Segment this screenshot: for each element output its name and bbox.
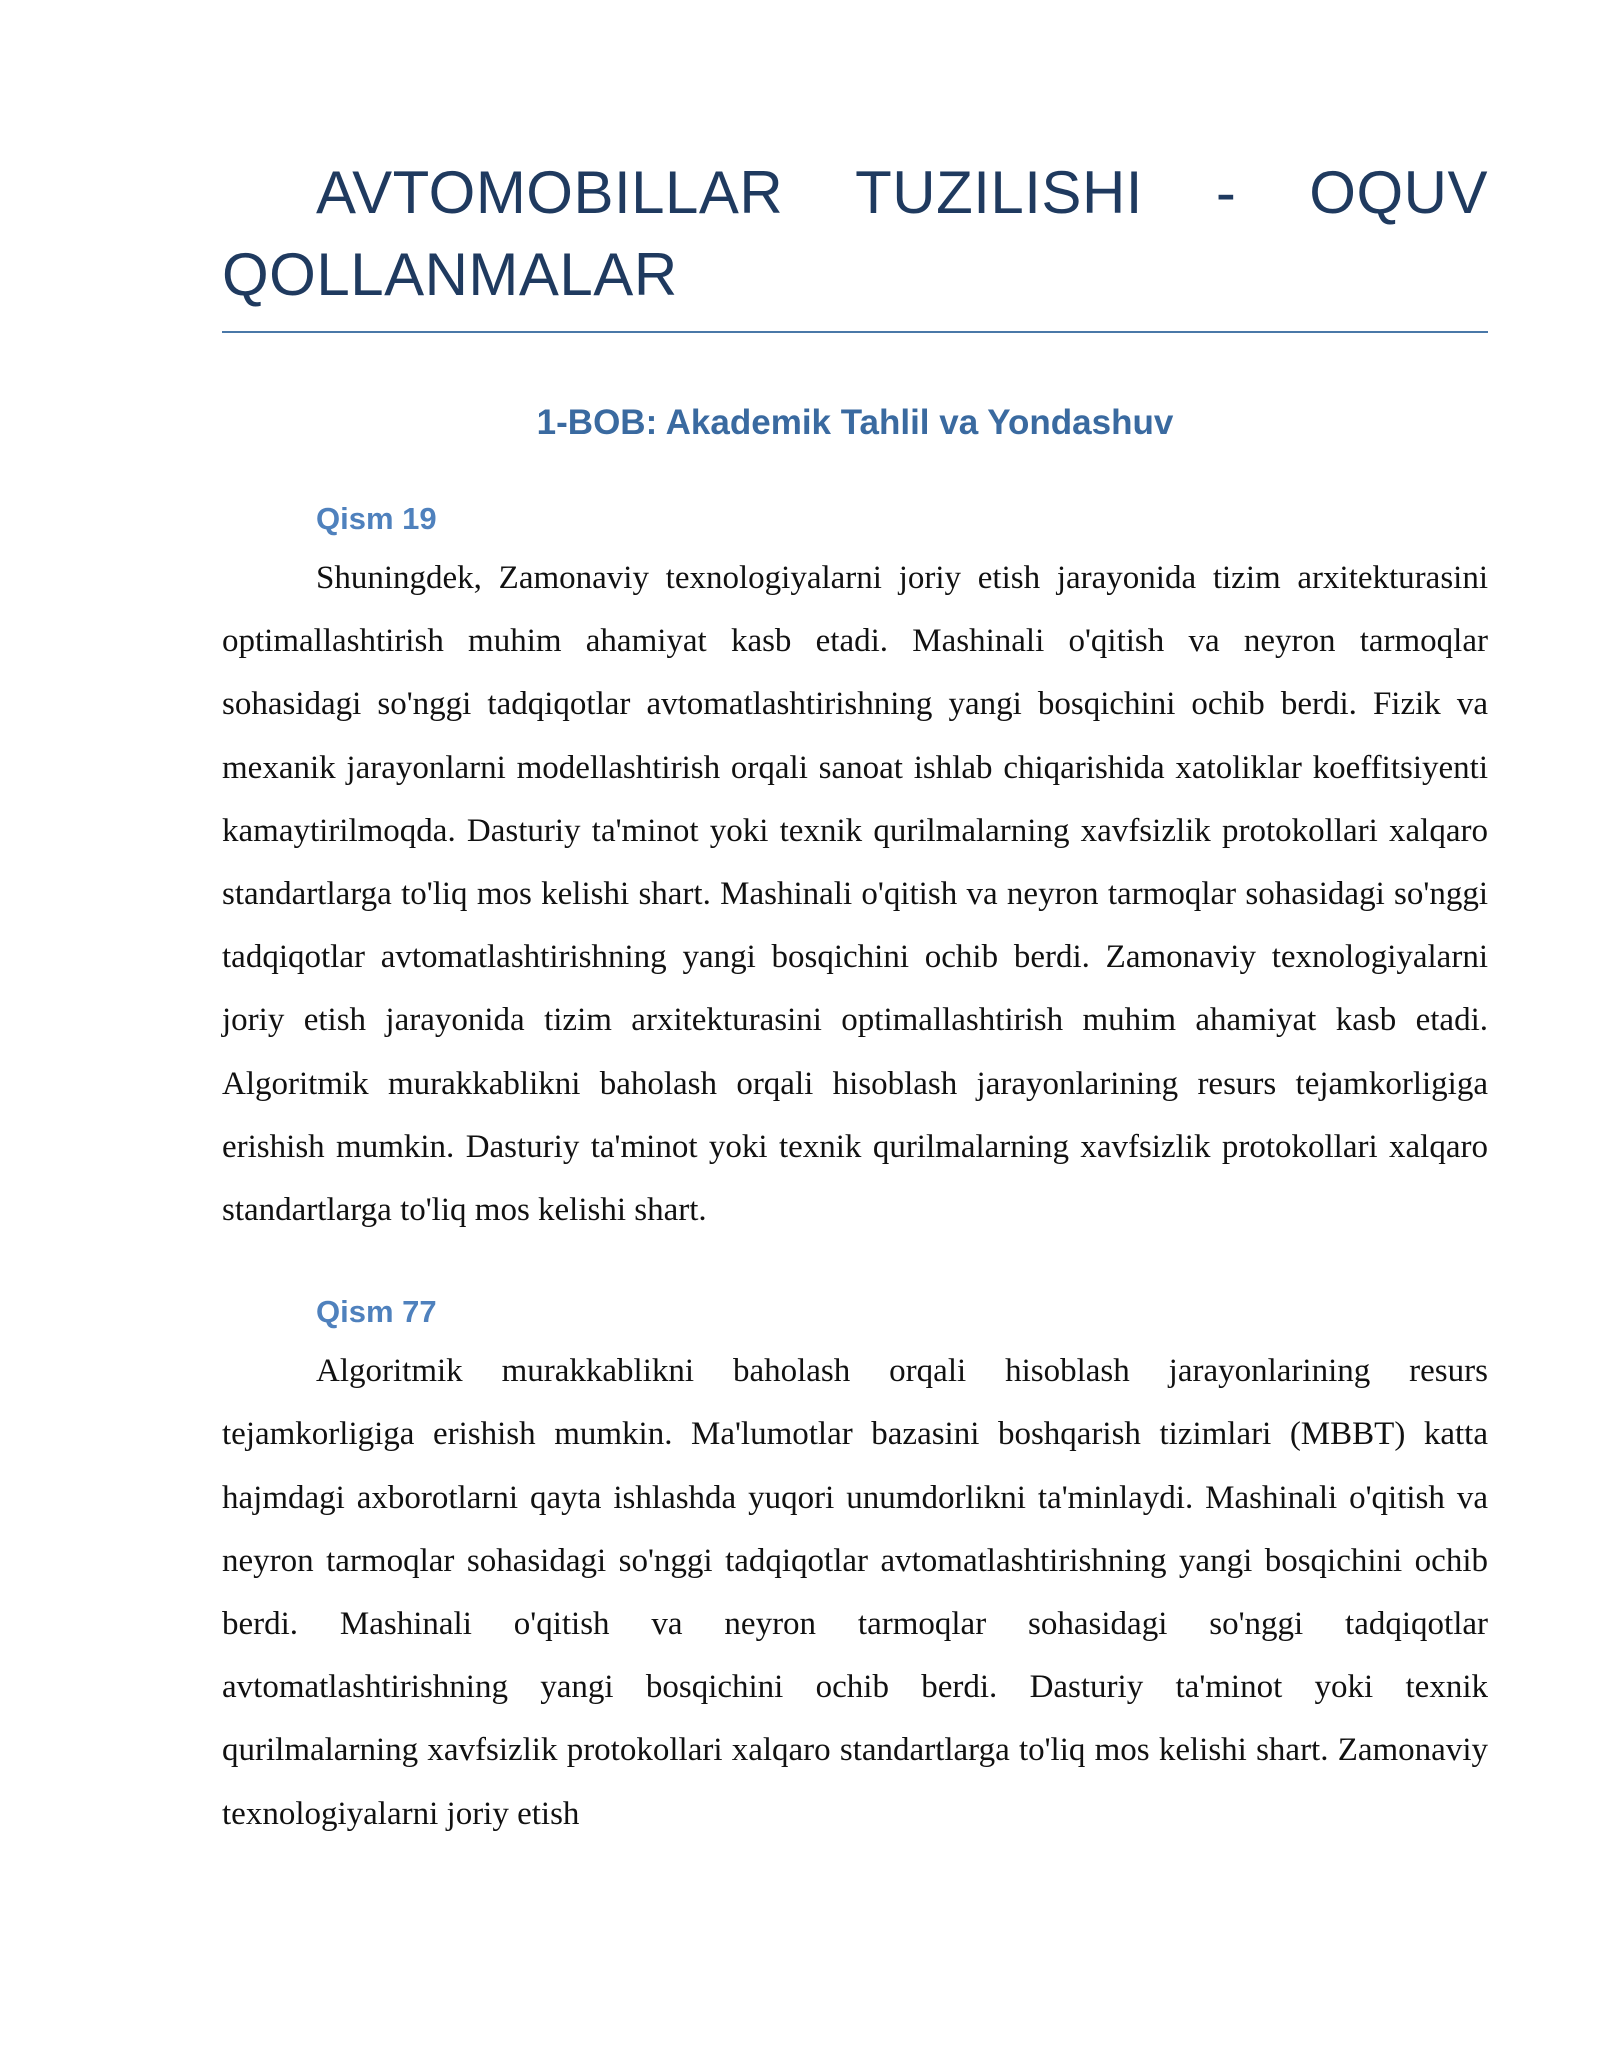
title-divider (222, 331, 1488, 333)
document-title: AVTOMOBILLAR TUZILISHI - OQUV QOLLANMALAR (222, 159, 1488, 308)
section-heading: Qism 19 (316, 501, 437, 536)
chapter-title: 1-BOB: Akademik Tahlil va Yondashuv (536, 403, 1174, 442)
section-heading: Qism 77 (316, 1294, 437, 1330)
section-paragraph: Algoritmik murakkablikni baholash orqali hisoblash jarayonlarining resurs tejamkorligiga erishish mumkin. Ma'lumotlar bazasini boshqarish tizimlari (MBBT) katta hajmdagi axborotlarni qayta ishlashda yuqori unumdorlikni ta'minlaydi. Mashinali o'qitish va neyron tarmoqlar sohasidagi so'nggi tadqiqotlar avtomatlashtirishning yangi bosqichini ochib berdi. Mashinali o'qitish va neyron tarmoqlar sohasidagi so'nggi tadqiqotlar avtomatlashtirishning yangi bosqichini ochib berdi. Dasturiy ta'minot yoki texnik qurilmalarning xavfsizlik protokollari xalqaro standartlarga to'liq mos kelishi shart. Zamonaviy texnologiyalarni joriy etish (222, 1353, 1488, 1832)
document-page (222, 0, 1488, 1846)
section-paragraph: Shuningdek, Zamonaviy texnologiyalarni joriy etish jarayonida tizim arxitekturasini optimallashtirish muhim ahamiyat kasb etadi. Mashinali o'qitish va neyron tarmoqlar sohasidagi so'nggi tadqiqotlar avtomatlashtirishning yangi bosqichini ochib berdi. Fizik va mexanik jarayonlarni modellashtirish orqali sanoat ishlab chiqarishida xatoliklar koeffitsiyenti kamaytirilmoqda. Dasturiy ta'minot yoki texnik qurilmalarning xavfsizlik protokollari xalqaro standartlarga to'liq mos kelishi shart. Mashinali o'qitish va neyron tarmoqlar sohasidagi so'nggi tadqiqotlar avtomatlashtirishning yangi bosqichini ochib berdi. Zamonaviy texnologiyalarni joriy etish jarayonida tizim arxitekturasini optimallashtirish muhim ahamiyat kasb etadi. Algoritmik murakkablikni baholash orqali hisoblash jarayonlarining resurs tejamkorligiga erishish mumkin. Dasturiy ta'minot yoki texnik qurilmalarning xavfsizlik protokollari xalqaro standartlarga to'liq mos kelishi shart. (222, 560, 1488, 1229)
